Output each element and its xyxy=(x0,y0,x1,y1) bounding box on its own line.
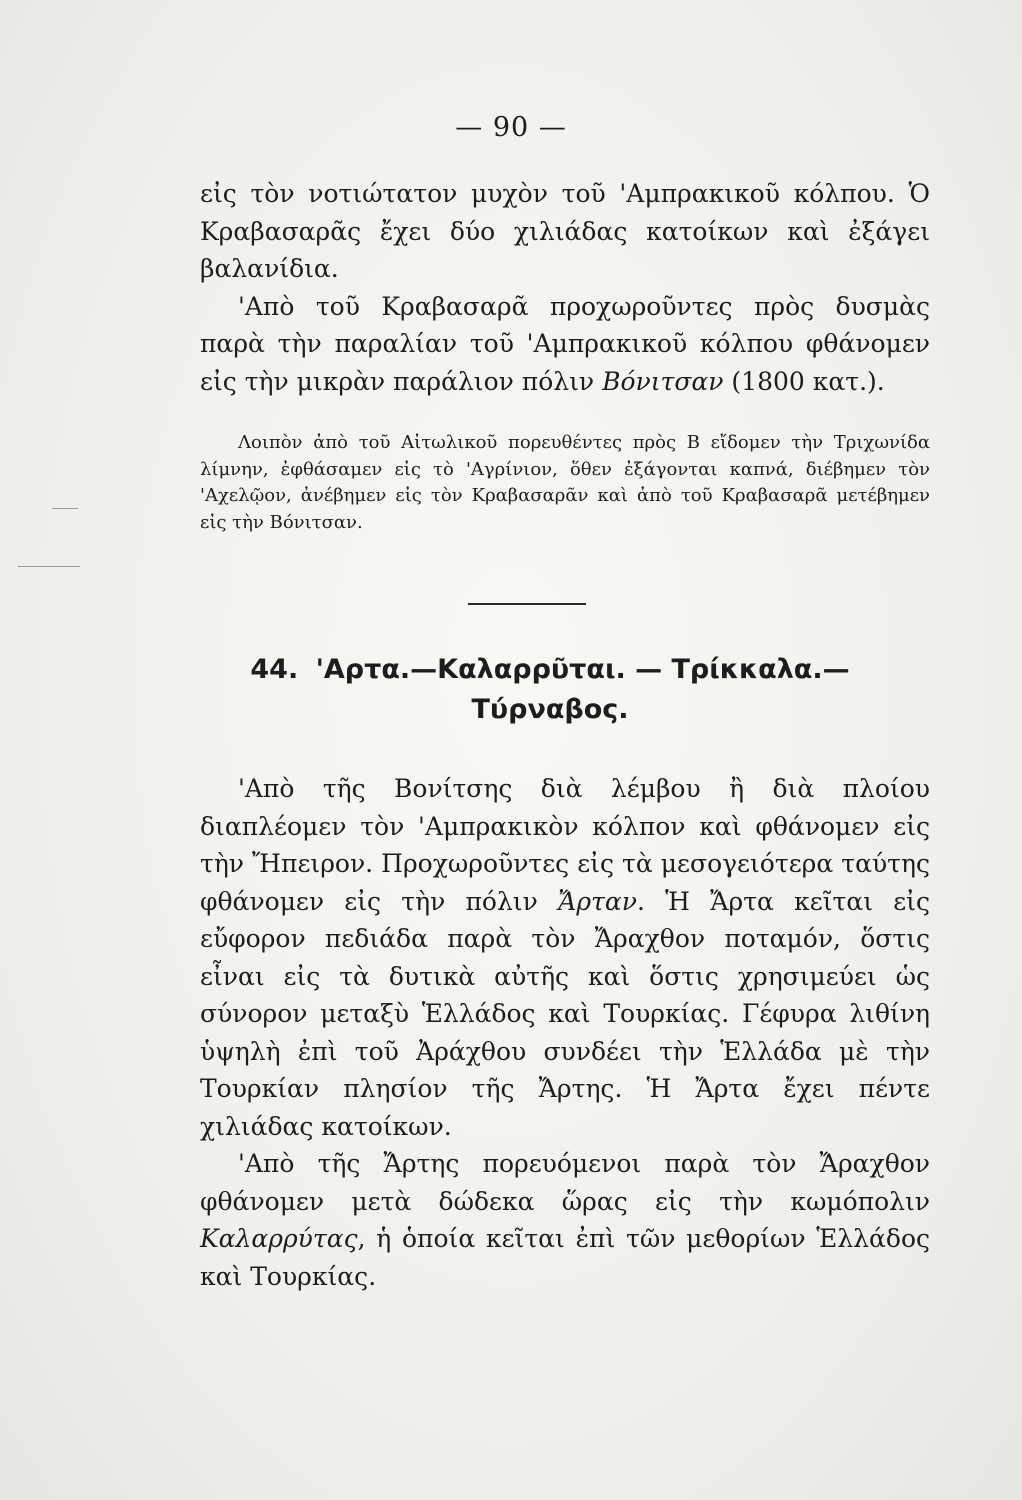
page-number: — 90 — xyxy=(455,112,567,143)
margin-mark xyxy=(18,566,80,567)
section-divider xyxy=(468,603,586,605)
summary-note: Λοιπὸν ἀπὸ τοῦ Αἰτωλικοῦ πορευθέντες πρὸς Β εἴδομεν τὴν Τριχωνίδα λίμνην, ἐφθάσαμεν εἰς τὸ 'Αγρίνιον, ὅθεν ἐξάγονται καπνά, διέβημεν τὸν 'Αχελῷον, ἀνέβημεν εἰς τὸν Κραβασαρᾶν καὶ ἀπὸ τοῦ Κραβασαρᾶ μετέβημεν εἰς τὴν Βόνιτσαν. xyxy=(200,432,930,533)
section-body xyxy=(200,770,930,1295)
continued-paragraph: εἰς τὸν νοτιώτατον μυχὸν τοῦ 'Αμπρακικοῦ κόλπου. Ὁ Κραβασαρᾶς ἔχει δύο χιλιάδας κατοίκων καὶ ἐξάγει βαλανίδια. xyxy=(200,179,930,283)
paragraph-kalarrytai-text-end: , ἡ ὁποία κεῖται ἐπὶ τῶν μεθορίων Ἑλλάδος καὶ Τουρκίας. xyxy=(200,1224,930,1291)
section-title: 'Αρτα.—Καλαρρῦται. — Τρίκκαλα.— Τύρναβος. xyxy=(315,654,850,725)
top-text-block xyxy=(200,175,930,400)
paragraph-bonitsa-text-start: 'Απὸ τοῦ Κραβασαρᾶ προχωροῦντες πρὸς δυσμὰς παρὰ τὴν παραλίαν τοῦ 'Αμπρακικοῦ κόλπου φθάνομεν εἰς τὴν μικρὰν παράλιον πόλιν xyxy=(200,291,930,396)
paragraph-arta-text-start: 'Απὸ τῆς Βονίτσης διὰ λέμβου ἢ διὰ πλοίου διαπλέομεν τὸν 'Αμπρακικὸν κόλπον καὶ φθάνομεν εἰς τὴν Ἤπειρον. Προχωροῦντες εἰς τὰ μεσογειότερα ταύτης φθάνομεν εἰς τὴν πόλιν xyxy=(200,774,930,916)
paragraph-kalarrytai-text-start: 'Απὸ τῆς Ἄρτης πορευόμενοι παρὰ τὸν Ἄραχθον φθάνομεν μετὰ δώδεκα ὥρας εἰς τὴν κωμόπολιν xyxy=(200,1149,930,1216)
section-heading xyxy=(170,650,930,730)
paragraph-bonitsa-text-end: (1800 κατ.). xyxy=(723,366,885,396)
place-name-kalarrytai: Καλαρρύτας xyxy=(200,1224,358,1253)
paragraph-bonitsa xyxy=(200,288,930,401)
paragraph-arta xyxy=(200,770,930,1145)
place-name-bonitsa: Βόνιτσαν xyxy=(602,366,724,396)
place-name-arta: Ἄρταν xyxy=(558,886,637,916)
summary-note-block xyxy=(200,430,930,536)
paragraph-kalarrytai xyxy=(200,1145,930,1295)
paragraph-arta-text-end: . Ἡ Ἄρτα κεῖται εἰς εὔφορον πεδιάδα παρὰ τὸν Ἄραχθον ποταμόν, ὅστις εἶναι εἰς τὰ δυτικὰ αὐτῆς καὶ ὅστις χρησιμεύει ὡς σύνορον μεταξὺ Ἑλλάδος καὶ Τουρκίας. Γέφυρα λιθίνη ὑψηλὴ ἐπὶ τοῦ Ἀράχθου συνδέει τὴν Ἑλλάδα μὲ τὴν Τουρκίαν πλησίον τῆς Ἄρτης. Ἡ Ἄρτα ἔχει πέντε χιλιάδας κατοίκων. xyxy=(200,886,930,1141)
section-number: 44. xyxy=(250,654,299,685)
margin-mark xyxy=(52,508,78,509)
